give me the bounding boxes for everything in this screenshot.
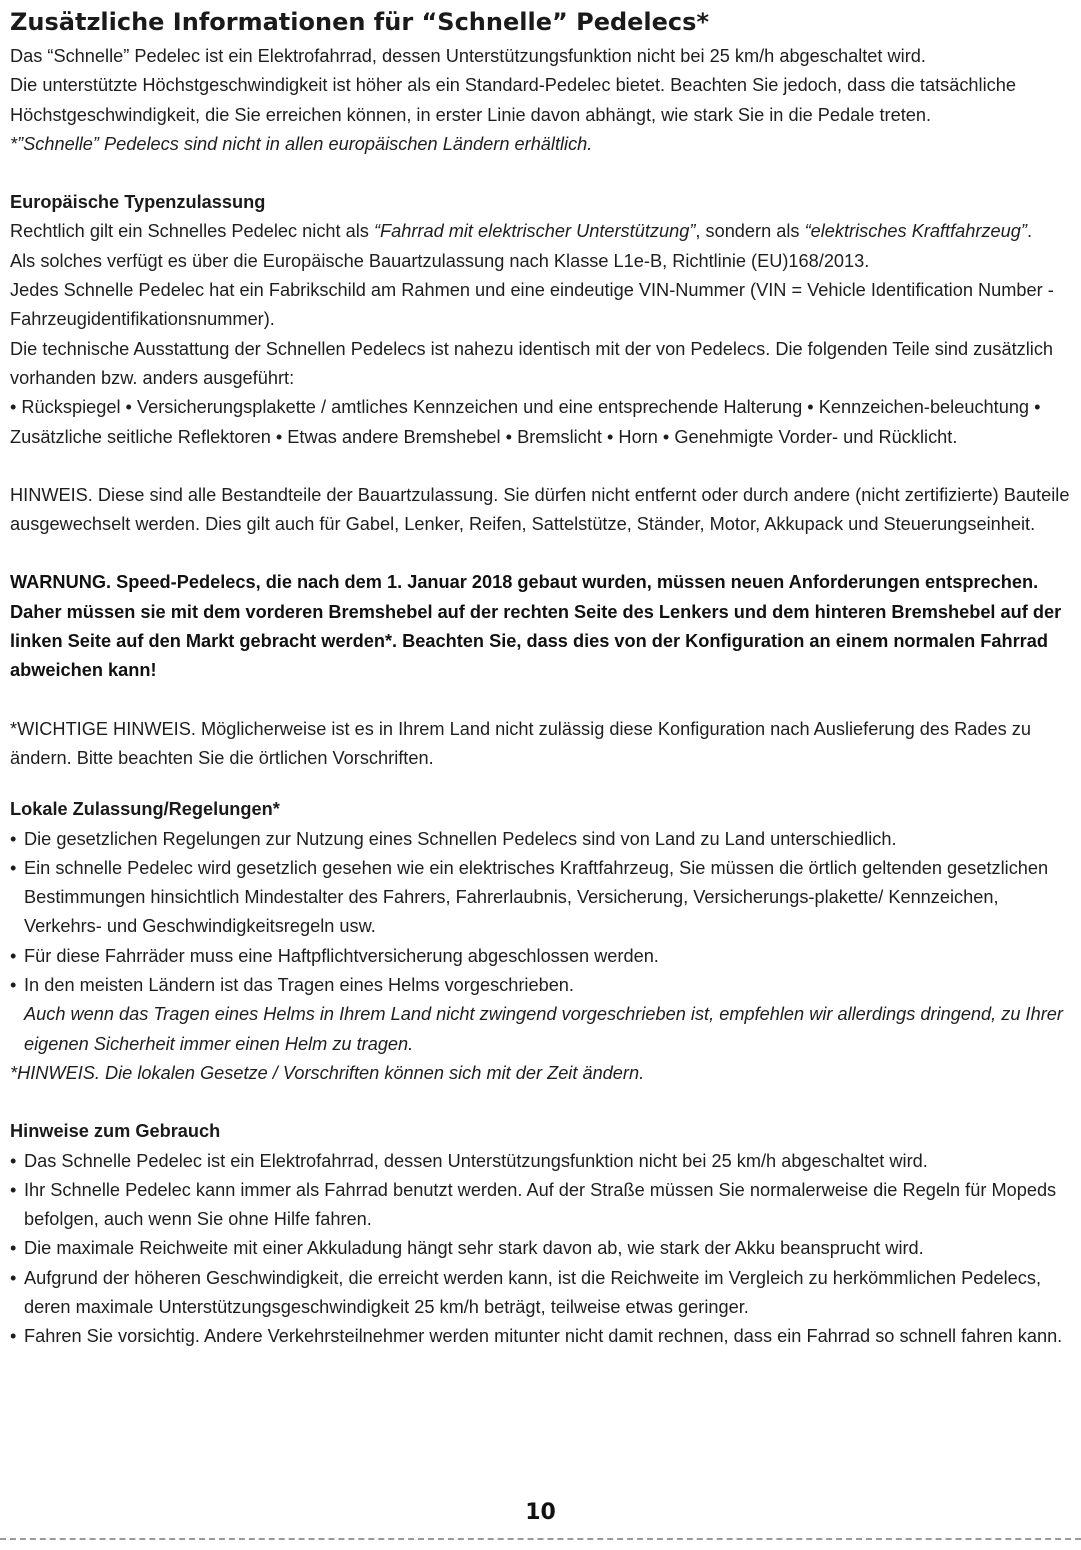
eu-approval-paragraph-2: Als solches verfügt es über die Europäische Bauartzulassung nach Klasse L1e-B, Richtlinie (EU)168/2013. <box>10 250 870 271</box>
warning-block <box>10 568 1074 685</box>
text-span: , sondern als <box>695 221 805 242</box>
list-item: • Fahren Sie vorsichtig. Andere Verkehrsteilnehmer werden mitunter nicht damit rechnen, dass ein Fahrrad so schnell fahren kann. <box>10 1322 1074 1351</box>
italic-term: “elektrisches Kraftfahrzeug” <box>804 221 1027 242</box>
usage-list <box>10 1147 1074 1352</box>
eu-approval-paragraph-4: Die technische Ausstattung der Schnellen Pedelecs ist nahezu identisch mit der von Pedelecs. Die folgenden Teile sind zusätzlich vorhanden bzw. anders ausgeführt: <box>10 338 1054 388</box>
page-number: 10 <box>525 1500 556 1525</box>
usage-section <box>10 1117 1074 1351</box>
text-span: . <box>1026 221 1033 242</box>
hinweis-paragraph: HINWEIS. Diese sind alle Bestandteile der Bauartzulassung. Sie dürfen nicht entfernt oder durch andere (nicht zertifizierte) Bauteile ausgewechselt werden. Dies gilt auch für Gabel, Lenker, Reifen, Sattelstütze, Ständer, Motor, Akkupack und Steuerungseinheit. <box>10 484 1070 535</box>
local-regulations-section <box>10 795 1074 1088</box>
usage-heading: Hinweise zum Gebrauch <box>10 1121 221 1142</box>
italic-term: “Fahrrad mit elektrischer Unterstützung” <box>373 221 696 242</box>
helmet-recommendation: Auch wenn das Tragen eines Helms in Ihrem Land nicht zwingend vorgeschrieben ist, empfehlen wir allerdings dringend, zu Ihrer eigenen Sicherheit immer einen Helm zu tragen. <box>24 1004 1063 1054</box>
local-regulations-list <box>10 825 1074 1059</box>
document-page <box>10 6 1074 1352</box>
local-regulations-heading: Lokale Zulassung/Regelungen* <box>10 799 280 820</box>
list-item: • Für diese Fahrräder muss eine Haftpflichtversicherung abgeschlossen werden. <box>10 942 1074 971</box>
intro-line-1: Das “Schnelle” Pedelec ist ein Elektrofahrrad, dessen Unterstützungsfunktion nicht bei 25 km/h abgeschaltet wird. <box>10 46 926 66</box>
list-item-text: In den meisten Ländern ist das Tragen eines Helms vorgeschrieben. <box>24 975 574 996</box>
list-item <box>10 971 1074 1059</box>
eu-approval-paragraph-3: Jedes Schnelle Pedelec hat ein Fabrikschild am Rahmen und eine eindeutige VIN-Nummer (VIN = Vehicle Identification Number - Fahrzeugidentifikationsnummer). <box>10 280 1054 330</box>
eu-approval-heading: Europäische Typenzulassung <box>10 192 266 213</box>
list-item: • Aufgrund der höheren Geschwindigkeit, die erreicht werden kann, ist die Reichweite im Vergleich zu herkömmlichen Pedelecs, deren maximale Unterstützungsgeschwindigkeit 25 km/h beträgt, teilweise etwas geringer. <box>10 1264 1074 1323</box>
page-title: Zusätzliche Informationen für “Schnelle” Pedelecs* <box>10 8 709 36</box>
eu-approval-paragraph-1 <box>10 217 1074 246</box>
list-item: • Die gesetzlichen Regelungen zur Nutzung eines Schnellen Pedelecs sind von Land zu Land unterschiedlich. <box>10 825 1074 854</box>
eu-approval-section <box>10 188 1074 452</box>
list-item: • Das Schnelle Pedelec ist ein Elektrofahrrad, dessen Unterstützungsfunktion nicht bei 25 km/h abgeschaltet wird. <box>10 1147 1074 1176</box>
list-item: • Ein schnelle Pedelec wird gesetzlich gesehen wie ein elektrisches Kraftfahrzeug, Sie müssen die örtlich geltenden gesetzlichen Bestimmungen hinsichtlich Mindestalter des Fahrers, Fahrerlaubnis, Versicherung, Versicherungs-plakette/ Kennzeichen, Verkehrs- und Geschwindigkeitsregeln usw. <box>10 854 1074 942</box>
list-item: • Die maximale Reichweite mit einer Akkuladung hängt sehr stark davon ab, wie stark der Akku beansprucht wird. <box>10 1234 1074 1263</box>
text-span: Rechtlich gilt ein Schnelles Pedelec nicht als <box>10 221 374 242</box>
intro-footnote: *”Schnelle” Pedelecs sind nicht in allen europäischen Ländern erhältlich. <box>10 133 593 154</box>
footer-divider <box>0 1538 1081 1540</box>
warning-text: WARNUNG. Speed-Pedelecs, die nach dem 1. Januar 2018 gebaut wurden, müssen neuen Anforderungen entsprechen. Daher müssen sie mit dem vorderen Bremshebel auf der rechten Seite des Lenkers und dem hinteren Bremshebel auf der linken Seite auf den Markt gebracht werden*. Beachten Sie, dass dies von der Konfiguration an einem normalen Fahrrad abweichen kann! <box>10 572 1062 681</box>
intro-line-2: Die unterstützte Höchstgeschwindigkeit ist höher als ein Standard-Pedelec bietet. Beachten Sie jedoch, dass die tatsächliche Höchstgeschwindigkeit, die Sie erreichen können, in erster Linie davon abhängt, wie stark Sie in die Pedale treten. <box>10 75 1016 125</box>
list-item: • Ihr Schnelle Pedelec kann immer als Fahrrad benutzt werden. Auf der Straße müssen Sie normalerweise die Regeln für Mopeds befolgen, auch wenn Sie ohne Hilfe fahren. <box>10 1176 1074 1235</box>
local-footnote: *HINWEIS. Die lokalen Gesetze / Vorschriften können sich mit der Zeit ändern. <box>10 1062 645 1083</box>
eu-approval-parts-list: • Rückspiegel • Versicherungsplakette / amtliches Kennzeichen und eine entsprechende Halterung • Kennzeichen-beleuchtung • Zusätzliche seitliche Reflektoren • Etwas andere Bremshebel • Bremslicht • Horn • Genehmigte Vorder- und Rücklicht. <box>10 397 1041 447</box>
important-note: *WICHTIGE HINWEIS. Möglicherweise ist es in Ihrem Land nicht zulässig diese Konfiguration nach Auslieferung des Rades zu ändern. Bitte beachten Sie die örtlichen Vorschriften. <box>10 718 1031 768</box>
